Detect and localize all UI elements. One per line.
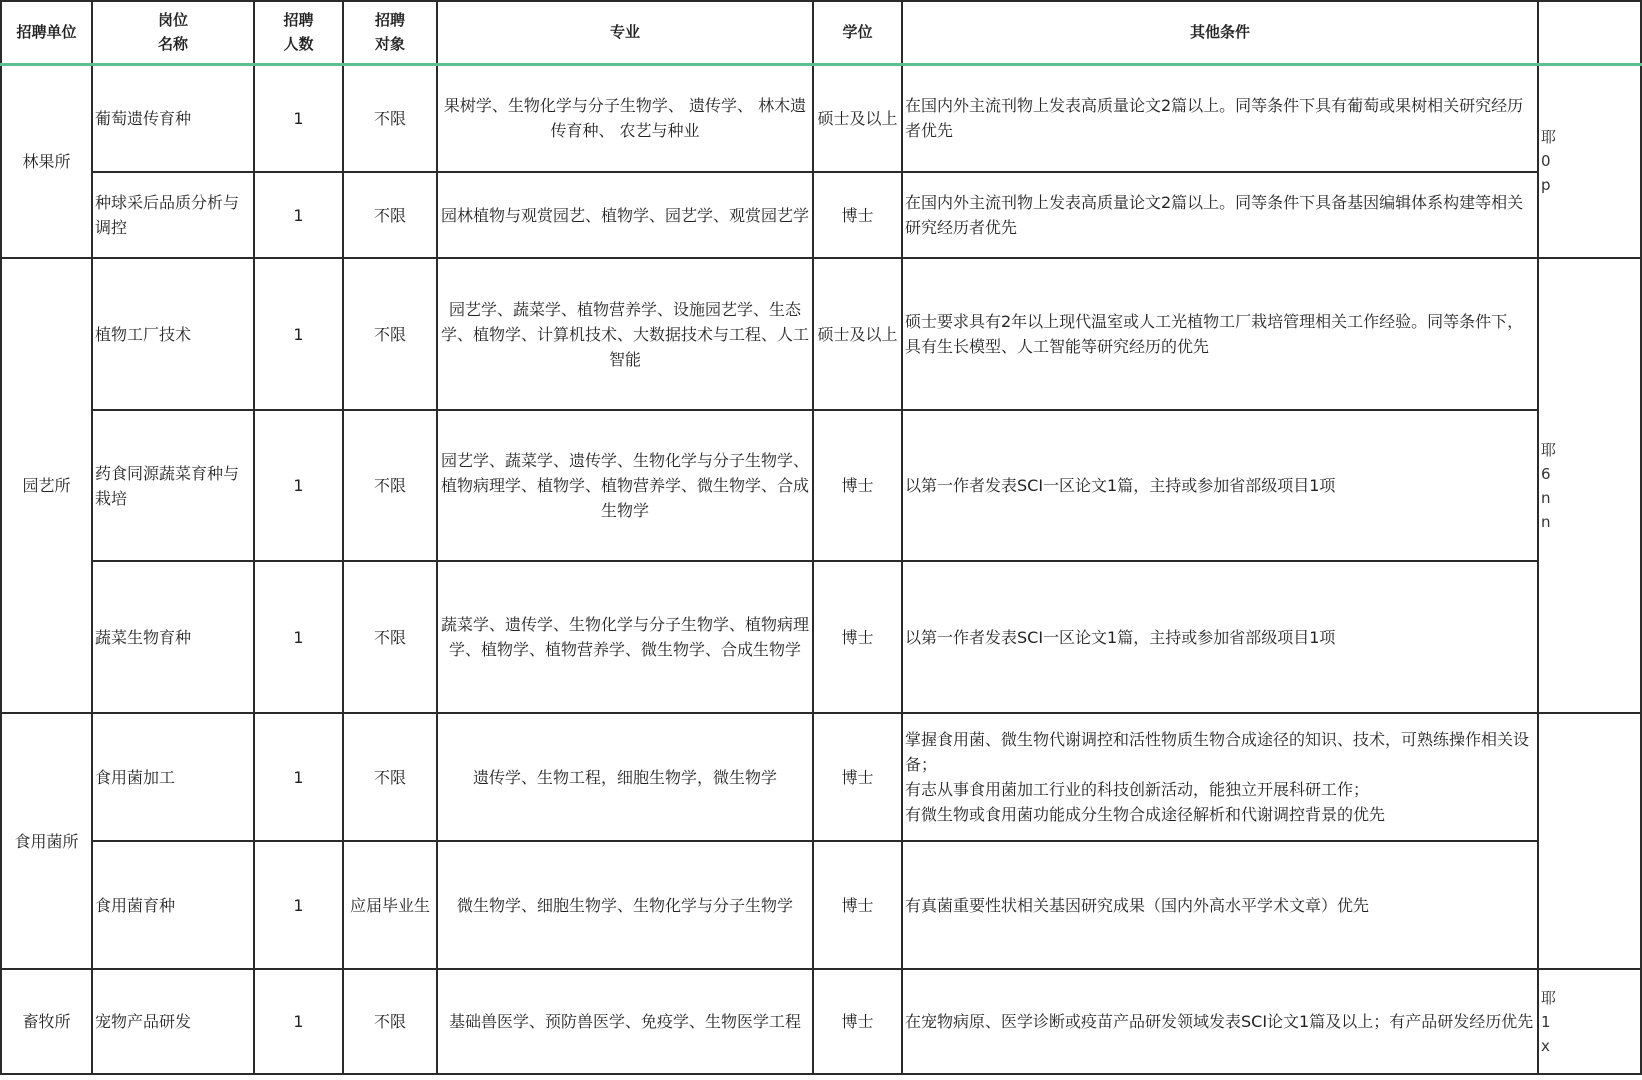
table-row (1, 172, 1641, 258)
major-cell: 园艺学、蔬菜学、植物营养学、设施园艺学、生态学、植物学、计算机技术、大数据技术与工程、人工智能 (437, 258, 813, 410)
contact-cell (1538, 713, 1641, 969)
table-row (1, 410, 1641, 561)
conditions-cell: 以第一作者发表SCI一区论文1篇，主持或参加省部级项目1项 (902, 561, 1538, 713)
header-contact (1538, 1, 1641, 64)
contact-cell: 耶 6 n n (1538, 258, 1641, 713)
header-degree: 学位 (813, 1, 902, 64)
position-cell: 宠物产品研发 (92, 969, 254, 1074)
count-cell: 1 (254, 841, 343, 969)
count-cell: 1 (254, 713, 343, 841)
major-cell: 基础兽医学、预防兽医学、免疫学、生物医学工程 (437, 969, 813, 1074)
contact-cell: 耶 0 p (1538, 64, 1641, 258)
position-cell: 蔬菜生物育种 (92, 561, 254, 713)
conditions-cell: 在宠物病原、医学诊断或疫苗产品研发领域发表SCI论文1篇及以上；有产品研发经历优先 (902, 969, 1538, 1074)
count-cell: 1 (254, 258, 343, 410)
degree-cell: 博士 (813, 561, 902, 713)
table-row (1, 969, 1641, 1074)
position-cell: 食用菌育种 (92, 841, 254, 969)
position-cell: 植物工厂技术 (92, 258, 254, 410)
header-target: 招聘 对象 (343, 1, 437, 64)
target-cell: 不限 (343, 172, 437, 258)
conditions-cell: 在国内外主流刊物上发表高质量论文2篇以上。同等条件下具备基因编辑体系构建等相关研究经历者优先 (902, 172, 1538, 258)
target-cell: 不限 (343, 258, 437, 410)
conditions-cell: 在国内外主流刊物上发表高质量论文2篇以上。同等条件下具有葡萄或果树相关研究经历者优先 (902, 64, 1538, 172)
degree-cell: 硕士及以上 (813, 64, 902, 172)
major-cell: 果树学、生物化学与分子生物学、 遗传学、 林木遗传育种、 农艺与种业 (437, 64, 813, 172)
target-cell: 不限 (343, 410, 437, 561)
table-row (1, 713, 1641, 841)
unit-cell: 园艺所 (1, 258, 92, 713)
target-cell: 应届毕业生 (343, 841, 437, 969)
major-cell: 园林植物与观赏园艺、植物学、园艺学、观赏园艺学 (437, 172, 813, 258)
position-cell: 种球采后品质分析与调控 (92, 172, 254, 258)
position-cell: 药食同源蔬菜育种与栽培 (92, 410, 254, 561)
table-row (1, 258, 1641, 410)
degree-cell: 博士 (813, 713, 902, 841)
header-count: 招聘 人数 (254, 1, 343, 64)
major-cell: 遗传学、生物工程，细胞生物学，微生物学 (437, 713, 813, 841)
major-cell: 蔬菜学、遗传学、生物化学与分子生物学、植物病理学、植物学、植物营养学、微生物学、合成生物学 (437, 561, 813, 713)
degree-cell: 硕士及以上 (813, 258, 902, 410)
conditions-cell: 掌握食用菌、微生物代谢调控和活性物质生物合成途径的知识、技术，可熟练操作相关设备； 有志从事食用菌加工行业的科技创新活动，能独立开展科研工作； 有微生物或食用菌功能成分生物合成途径解析和代谢调控背景的优先 (902, 713, 1538, 841)
header-major: 专业 (437, 1, 813, 64)
conditions-cell: 有真菌重要性状相关基因研究成果（国内外高水平学术文章）优先 (902, 841, 1538, 969)
count-cell: 1 (254, 410, 343, 561)
unit-cell: 林果所 (1, 64, 92, 258)
unit-cell: 畜牧所 (1, 969, 92, 1074)
target-cell: 不限 (343, 969, 437, 1074)
count-cell: 1 (254, 172, 343, 258)
count-cell: 1 (254, 64, 343, 172)
major-cell: 园艺学、蔬菜学、遗传学、生物化学与分子生物学、植物病理学、植物学、植物营养学、微生物学、合成生物学 (437, 410, 813, 561)
count-cell: 1 (254, 561, 343, 713)
conditions-cell: 硕士要求具有2年以上现代温室或人工光植物工厂栽培管理相关工作经验。同等条件下，具有生长模型、人工智能等研究经历的优先 (902, 258, 1538, 410)
target-cell: 不限 (343, 561, 437, 713)
header-other: 其他条件 (902, 1, 1538, 64)
table-row (1, 561, 1641, 713)
target-cell: 不限 (343, 64, 437, 172)
position-cell: 葡萄遗传育种 (92, 64, 254, 172)
count-cell: 1 (254, 969, 343, 1074)
major-cell: 微生物学、细胞生物学、生物化学与分子生物学 (437, 841, 813, 969)
target-cell: 不限 (343, 713, 437, 841)
contact-cell: 耶 1 x (1538, 969, 1641, 1074)
header-position: 岗位 名称 (92, 1, 254, 64)
header-unit: 招聘单位 (1, 1, 92, 64)
conditions-cell: 以第一作者发表SCI一区论文1篇，主持或参加省部级项目1项 (902, 410, 1538, 561)
degree-cell: 博士 (813, 841, 902, 969)
degree-cell: 博士 (813, 969, 902, 1074)
degree-cell: 博士 (813, 172, 902, 258)
table-row (1, 64, 1641, 172)
unit-cell: 食用菌所 (1, 713, 92, 969)
degree-cell: 博士 (813, 410, 902, 561)
position-cell: 食用菌加工 (92, 713, 254, 841)
table-row (1, 841, 1641, 969)
header-row (1, 1, 1641, 64)
table-body (1, 64, 1641, 1074)
